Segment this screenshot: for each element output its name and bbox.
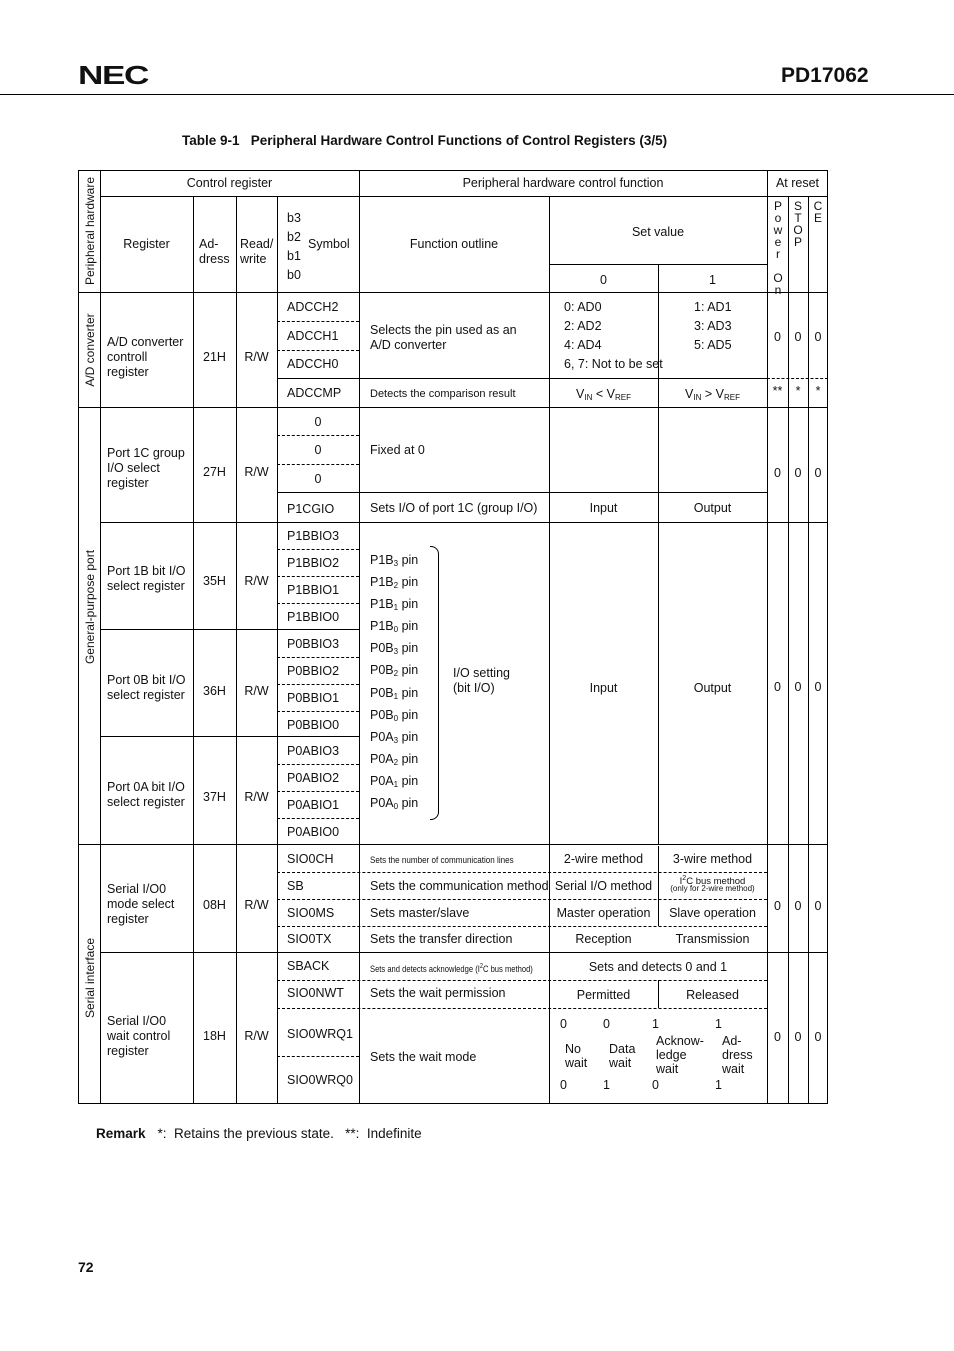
- symbol-sb: SB: [287, 879, 304, 893]
- symbol-p1bbio1: P1BBIO1: [287, 583, 340, 597]
- p1c-register-name: Port 1C group I/O select register: [107, 446, 185, 490]
- ad-set-ad5: 5: AD5: [694, 338, 732, 352]
- symbol-adcch2: ADCCH2: [287, 300, 339, 314]
- p1c-symbol-bit3: 0: [314, 415, 322, 429]
- sio-mode-rw: R/W: [244, 898, 269, 912]
- symbol-p1bbio0: P1BBIO0: [287, 610, 340, 624]
- header-bit-b3: b3: [287, 211, 301, 225]
- bit-io-function: I/O setting (bit I/O): [453, 666, 510, 695]
- symbol-adccmp: ADCCMP: [287, 386, 342, 400]
- sio-wait-address: 18H: [203, 1029, 226, 1043]
- sio-func-wait-permission: Sets the wait permission: [370, 986, 506, 1000]
- ad-set-ad1: 1: AD1: [694, 300, 732, 314]
- sio-set-i2c: $I^2C$ bus method: [679, 875, 746, 888]
- symbol-sio0ch: SIO0CH: [287, 852, 334, 866]
- symbol-p0abio2: P0ABIO2: [287, 771, 340, 785]
- wrq1-val-1: 0: [560, 1017, 567, 1031]
- p0b-register-name: Port 0B bit I/O select register: [107, 673, 186, 702]
- sio-func-wait-mode: Sets the wait mode: [370, 1050, 477, 1064]
- header-bit-b0: b0: [287, 268, 301, 282]
- nwt-set-permitted: Permitted: [576, 988, 631, 1002]
- remark-label: Remark: [96, 1126, 146, 1141]
- symbol-p1cgio: P1CGIO: [287, 502, 335, 516]
- p0b-register-address: 36H: [203, 684, 226, 698]
- wait-mode-address-wait: Ad- dress wait: [722, 1034, 753, 1076]
- wrq1-val-4: 1: [715, 1017, 722, 1031]
- wait-mode-no-wait: No wait: [565, 1042, 588, 1070]
- sio-func-acknowledge: Sets and detects acknowledge ($I^2C$ bus method): [370, 963, 533, 976]
- p1c-function-group-io: Sets I/O of port 1C (group I/O): [370, 501, 538, 515]
- sio-wait-rw: R/W: [244, 1029, 269, 1043]
- p0a-register-address: 37H: [203, 790, 226, 804]
- p0b-register-rw: R/W: [244, 684, 269, 698]
- symbol-sio0nwt: SIO0NWT: [287, 986, 344, 1000]
- ad-set-not-to-be-set: 6, 7: Not to be set: [564, 357, 663, 371]
- sio-mode-reset-power-on: 0: [774, 899, 781, 913]
- bit-io-reset-power-on: 0: [774, 680, 781, 694]
- sio-func-method: Sets the communication method: [370, 879, 549, 893]
- sio-mode-register-name: Serial I/O0 mode select register: [107, 882, 175, 926]
- p0a-register-rw: R/W: [244, 790, 269, 804]
- pin-p0b2: $P0B_2$ pin: [370, 663, 419, 678]
- wrq1-val-3: 1: [652, 1017, 659, 1031]
- pin-p0a1: $P0A_1$ pin: [370, 774, 419, 789]
- p1c-symbol-bit2: 0: [314, 443, 322, 457]
- symbol-adcch1: ADCCH1: [287, 329, 339, 343]
- sio-set-2wire: 2-wire method: [563, 852, 644, 866]
- p0a-register-name: Port 0A bit I/O select register: [107, 780, 185, 809]
- adccmp-reset-stop: *: [795, 384, 801, 398]
- header-set-value: Set value: [631, 225, 685, 239]
- remark: [96, 1126, 422, 1141]
- pin-p0a2: $P0A_2$ pin: [370, 752, 419, 767]
- p1c-set-input: Input: [589, 501, 618, 515]
- sio-func-lines: Sets the number of communication lines: [370, 855, 514, 866]
- sio-mode-reset-ce: 0: [814, 899, 822, 913]
- ad-register-address: 21H: [203, 350, 226, 364]
- header-at-reset: At reset: [775, 176, 820, 190]
- symbol-p0bbio3: P0BBIO3: [287, 637, 340, 651]
- sio-func-master-slave: Sets master/slave: [370, 906, 470, 920]
- bit-io-set-output: Output: [693, 681, 732, 695]
- p1b-register-rw: R/W: [244, 574, 269, 588]
- symbol-p0bbio2: P0BBIO2: [287, 664, 340, 678]
- symbol-sio0wrq0: SIO0WRQ0: [287, 1073, 353, 1087]
- p1c-reset-power-on: 0: [774, 466, 781, 480]
- p1c-register-address: 27H: [203, 465, 226, 479]
- page-number: 72: [78, 1259, 94, 1275]
- section-general-purpose-port: General-purpose port: [83, 549, 97, 665]
- sio-mode-reset-stop: 0: [794, 899, 802, 913]
- ad-set-ad2: 2: AD2: [564, 319, 602, 333]
- ad-set-ad4: 4: AD4: [564, 338, 602, 352]
- symbol-p1bbio3: P1BBIO3: [287, 529, 340, 543]
- document-number: PD17062: [781, 64, 869, 87]
- sio-mode-address: 08H: [203, 898, 226, 912]
- wait-mode-data-wait: Data wait: [609, 1042, 636, 1070]
- wrq0-val-3: 0: [652, 1078, 659, 1092]
- sio-wait-reset-ce: 0: [814, 1030, 822, 1044]
- pin-p0b1: $P0B_1$ pin: [370, 686, 419, 701]
- section-ad-converter: A/D converter: [83, 313, 97, 387]
- p1c-register-rw: R/W: [244, 465, 269, 479]
- symbol-p0abio0: P0ABIO0: [287, 825, 340, 839]
- remark-text: *: Retains the previous state. **: Indefinite: [157, 1126, 422, 1141]
- sio-func-direction: Sets the transfer direction: [370, 932, 513, 946]
- bit-io-reset-ce: 0: [814, 680, 822, 694]
- wrq0-val-1: 0: [560, 1078, 567, 1092]
- symbol-p0bbio1: P0BBIO1: [287, 691, 340, 705]
- sio-set-reception: Reception: [575, 932, 632, 946]
- symbol-p1bbio2: P1BBIO2: [287, 556, 340, 570]
- header-ce: C E: [813, 199, 823, 225]
- p1c-set-output: Output: [693, 501, 732, 515]
- header-peripheral-hardware: Peripheral hardware: [83, 176, 97, 286]
- p1c-function-fixed: Fixed at 0: [370, 443, 425, 457]
- bit-io-reset-stop: 0: [794, 680, 802, 694]
- sio-set-master: Master operation: [556, 906, 651, 920]
- pin-p0b0: $P0B_0$ pin: [370, 708, 419, 723]
- symbol-sback: SBACK: [287, 959, 330, 973]
- symbol-adcch0: ADCCH0: [287, 357, 339, 371]
- section-serial-interface: Serial interface: [83, 937, 97, 1019]
- ad-reset-power-on: 0: [774, 330, 781, 344]
- p1b-register-address: 35H: [203, 574, 226, 588]
- sback-set-value: Sets and detects 0 and 1: [588, 960, 728, 974]
- header-register: Register: [123, 237, 170, 251]
- wrq0-val-4: 1: [715, 1078, 722, 1092]
- sio-wait-reset-stop: 0: [794, 1030, 802, 1044]
- p1b-register-name: Port 1B bit I/O select register: [107, 564, 186, 593]
- sio-set-i2c-note: (only for 2-wire method): [670, 884, 755, 893]
- pin-p1b3: $P1B_3$ pin: [370, 553, 419, 568]
- header-power-on: [771, 200, 785, 296]
- ad-function-compare: Detects the comparison result: [370, 388, 516, 400]
- header-set-0: 0: [600, 273, 607, 287]
- symbol-sio0tx: SIO0TX: [287, 932, 332, 946]
- header-address: Ad- dress: [199, 237, 230, 266]
- header-bit-b1: b1: [287, 249, 301, 263]
- ad-compare-vin-less: $V_{IN} < V_{REF}$: [576, 387, 631, 402]
- sio-wait-reset-power-on: 0: [774, 1030, 781, 1044]
- header-bit-b2: b2: [287, 230, 301, 244]
- table-title: Table 9-1 Peripheral Hardware Control Functions of Control Registers (3/5): [182, 133, 668, 148]
- pin-p1b0: $P1B_0$ pin: [370, 619, 419, 634]
- ad-reset-ce: 0: [814, 330, 822, 344]
- header-set-1: 1: [709, 273, 716, 287]
- ad-function-select-pin: Selects the pin used as an A/D converter: [370, 323, 517, 352]
- ad-reset-stop: 0: [794, 330, 802, 344]
- sio-set-serial-io: Serial I/O method: [554, 879, 653, 893]
- ad-register-name: A/D converter controll register: [107, 335, 184, 379]
- symbol-p0bbio0: P0BBIO0: [287, 718, 340, 732]
- symbol-p0abio3: P0ABIO3: [287, 744, 340, 758]
- p1c-reset-ce: 0: [814, 466, 822, 480]
- p1c-symbol-bit1: 0: [314, 472, 322, 486]
- nec-logo: NEC: [78, 60, 149, 90]
- wrq1-val-2: 0: [603, 1017, 610, 1031]
- header-symbol: Symbol: [308, 237, 350, 251]
- header-function-outline: Function outline: [409, 237, 499, 251]
- adccmp-reset-ce: *: [815, 384, 821, 398]
- pin-p0a3: $P0A_3$ pin: [370, 730, 419, 745]
- wait-mode-acknowledge-wait: Acknow- ledge wait: [656, 1034, 704, 1076]
- symbol-sio0ms: SIO0MS: [287, 906, 335, 920]
- nwt-set-released: Released: [686, 988, 739, 1002]
- header-read-write: Read/ write: [240, 237, 274, 266]
- header-control-register: Control register: [186, 176, 273, 190]
- pin-p0b3: $P0B_3$ pin: [370, 641, 419, 656]
- symbol-sio0wrq1: SIO0WRQ1: [287, 1027, 353, 1041]
- header-rule: [0, 94, 954, 95]
- ad-register-rw: R/W: [244, 350, 269, 364]
- sio-set-3wire: 3-wire method: [672, 852, 753, 866]
- ad-set-ad0: 0: AD0: [564, 300, 602, 314]
- p1c-reset-stop: 0: [794, 466, 802, 480]
- sio-set-transmission: Transmission: [675, 932, 750, 946]
- symbol-p0abio1: P0ABIO1: [287, 798, 340, 812]
- pin-p1b1: $P1B_1$ pin: [370, 597, 419, 612]
- pin-p0a0: $P0A_0$ pin: [370, 796, 419, 811]
- adccmp-reset-power-on: **: [772, 384, 783, 398]
- pin-p1b2: $P1B_2$ pin: [370, 575, 419, 590]
- bit-io-set-input: Input: [589, 681, 618, 695]
- sio-set-slave: Slave operation: [669, 906, 756, 920]
- wrq0-val-2: 1: [603, 1078, 610, 1092]
- pin-group-brace: [430, 546, 439, 820]
- ad-compare-vin-greater: $V_{IN} > V_{REF}$: [685, 387, 740, 402]
- header-peripheral-function: Peripheral hardware control function: [462, 176, 664, 190]
- header-stop: S T O P: [793, 199, 803, 249]
- sio-wait-register-name: Serial I/O0 wait control register: [107, 1014, 171, 1058]
- ad-set-ad3: 3: AD3: [694, 319, 732, 333]
- header-power-on-text: P o w e r O n: [773, 199, 783, 297]
